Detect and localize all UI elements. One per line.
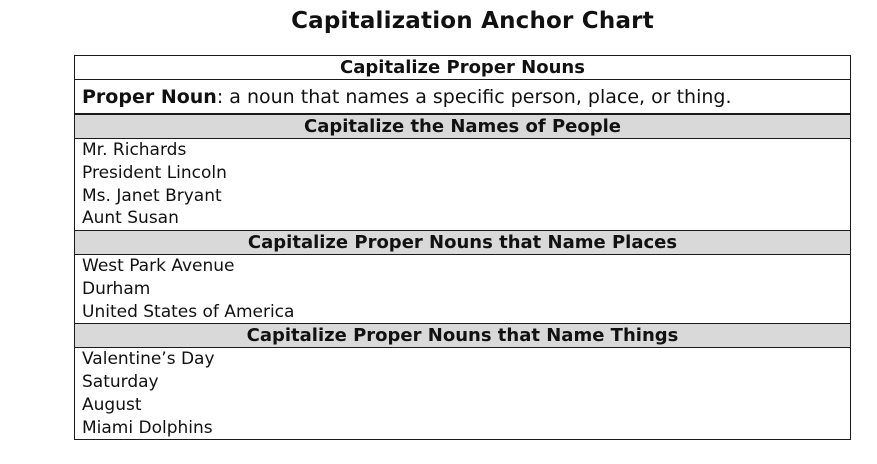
list-item: United States of America (82, 301, 295, 322)
section-items-people (75, 139, 850, 231)
definition-term: Proper Noun (82, 86, 217, 108)
definition-row (75, 80, 850, 115)
section-items-things (75, 348, 850, 439)
section-items-places (75, 255, 850, 324)
section-header-people: Capitalize the Names of People (75, 115, 850, 139)
section-header-things: Capitalize Proper Nouns that Name Things (75, 324, 850, 348)
definition-text: a noun that names a specific person, place, or thing. (223, 86, 732, 108)
definition-separator: : (216, 86, 224, 108)
list-item: Aunt Susan (82, 208, 179, 229)
list-item: Miami Dolphins (82, 417, 213, 438)
list-item: President Lincoln (82, 162, 227, 183)
list-item: Saturday (82, 372, 159, 392)
page-title: Capitalization Anchor Chart (291, 8, 654, 34)
list-item: Ms. Janet Bryant (82, 185, 222, 206)
main-header: Capitalize Proper Nouns (75, 56, 850, 80)
list-item: Mr. Richards (82, 140, 187, 160)
anchor-chart-table (74, 55, 851, 440)
list-item: West Park Avenue (82, 256, 235, 276)
section-header-places: Capitalize Proper Nouns that Name Places (75, 231, 850, 255)
list-item: Valentine’s Day (82, 349, 215, 370)
list-item: August (82, 394, 142, 415)
list-item: Durham (82, 278, 151, 299)
